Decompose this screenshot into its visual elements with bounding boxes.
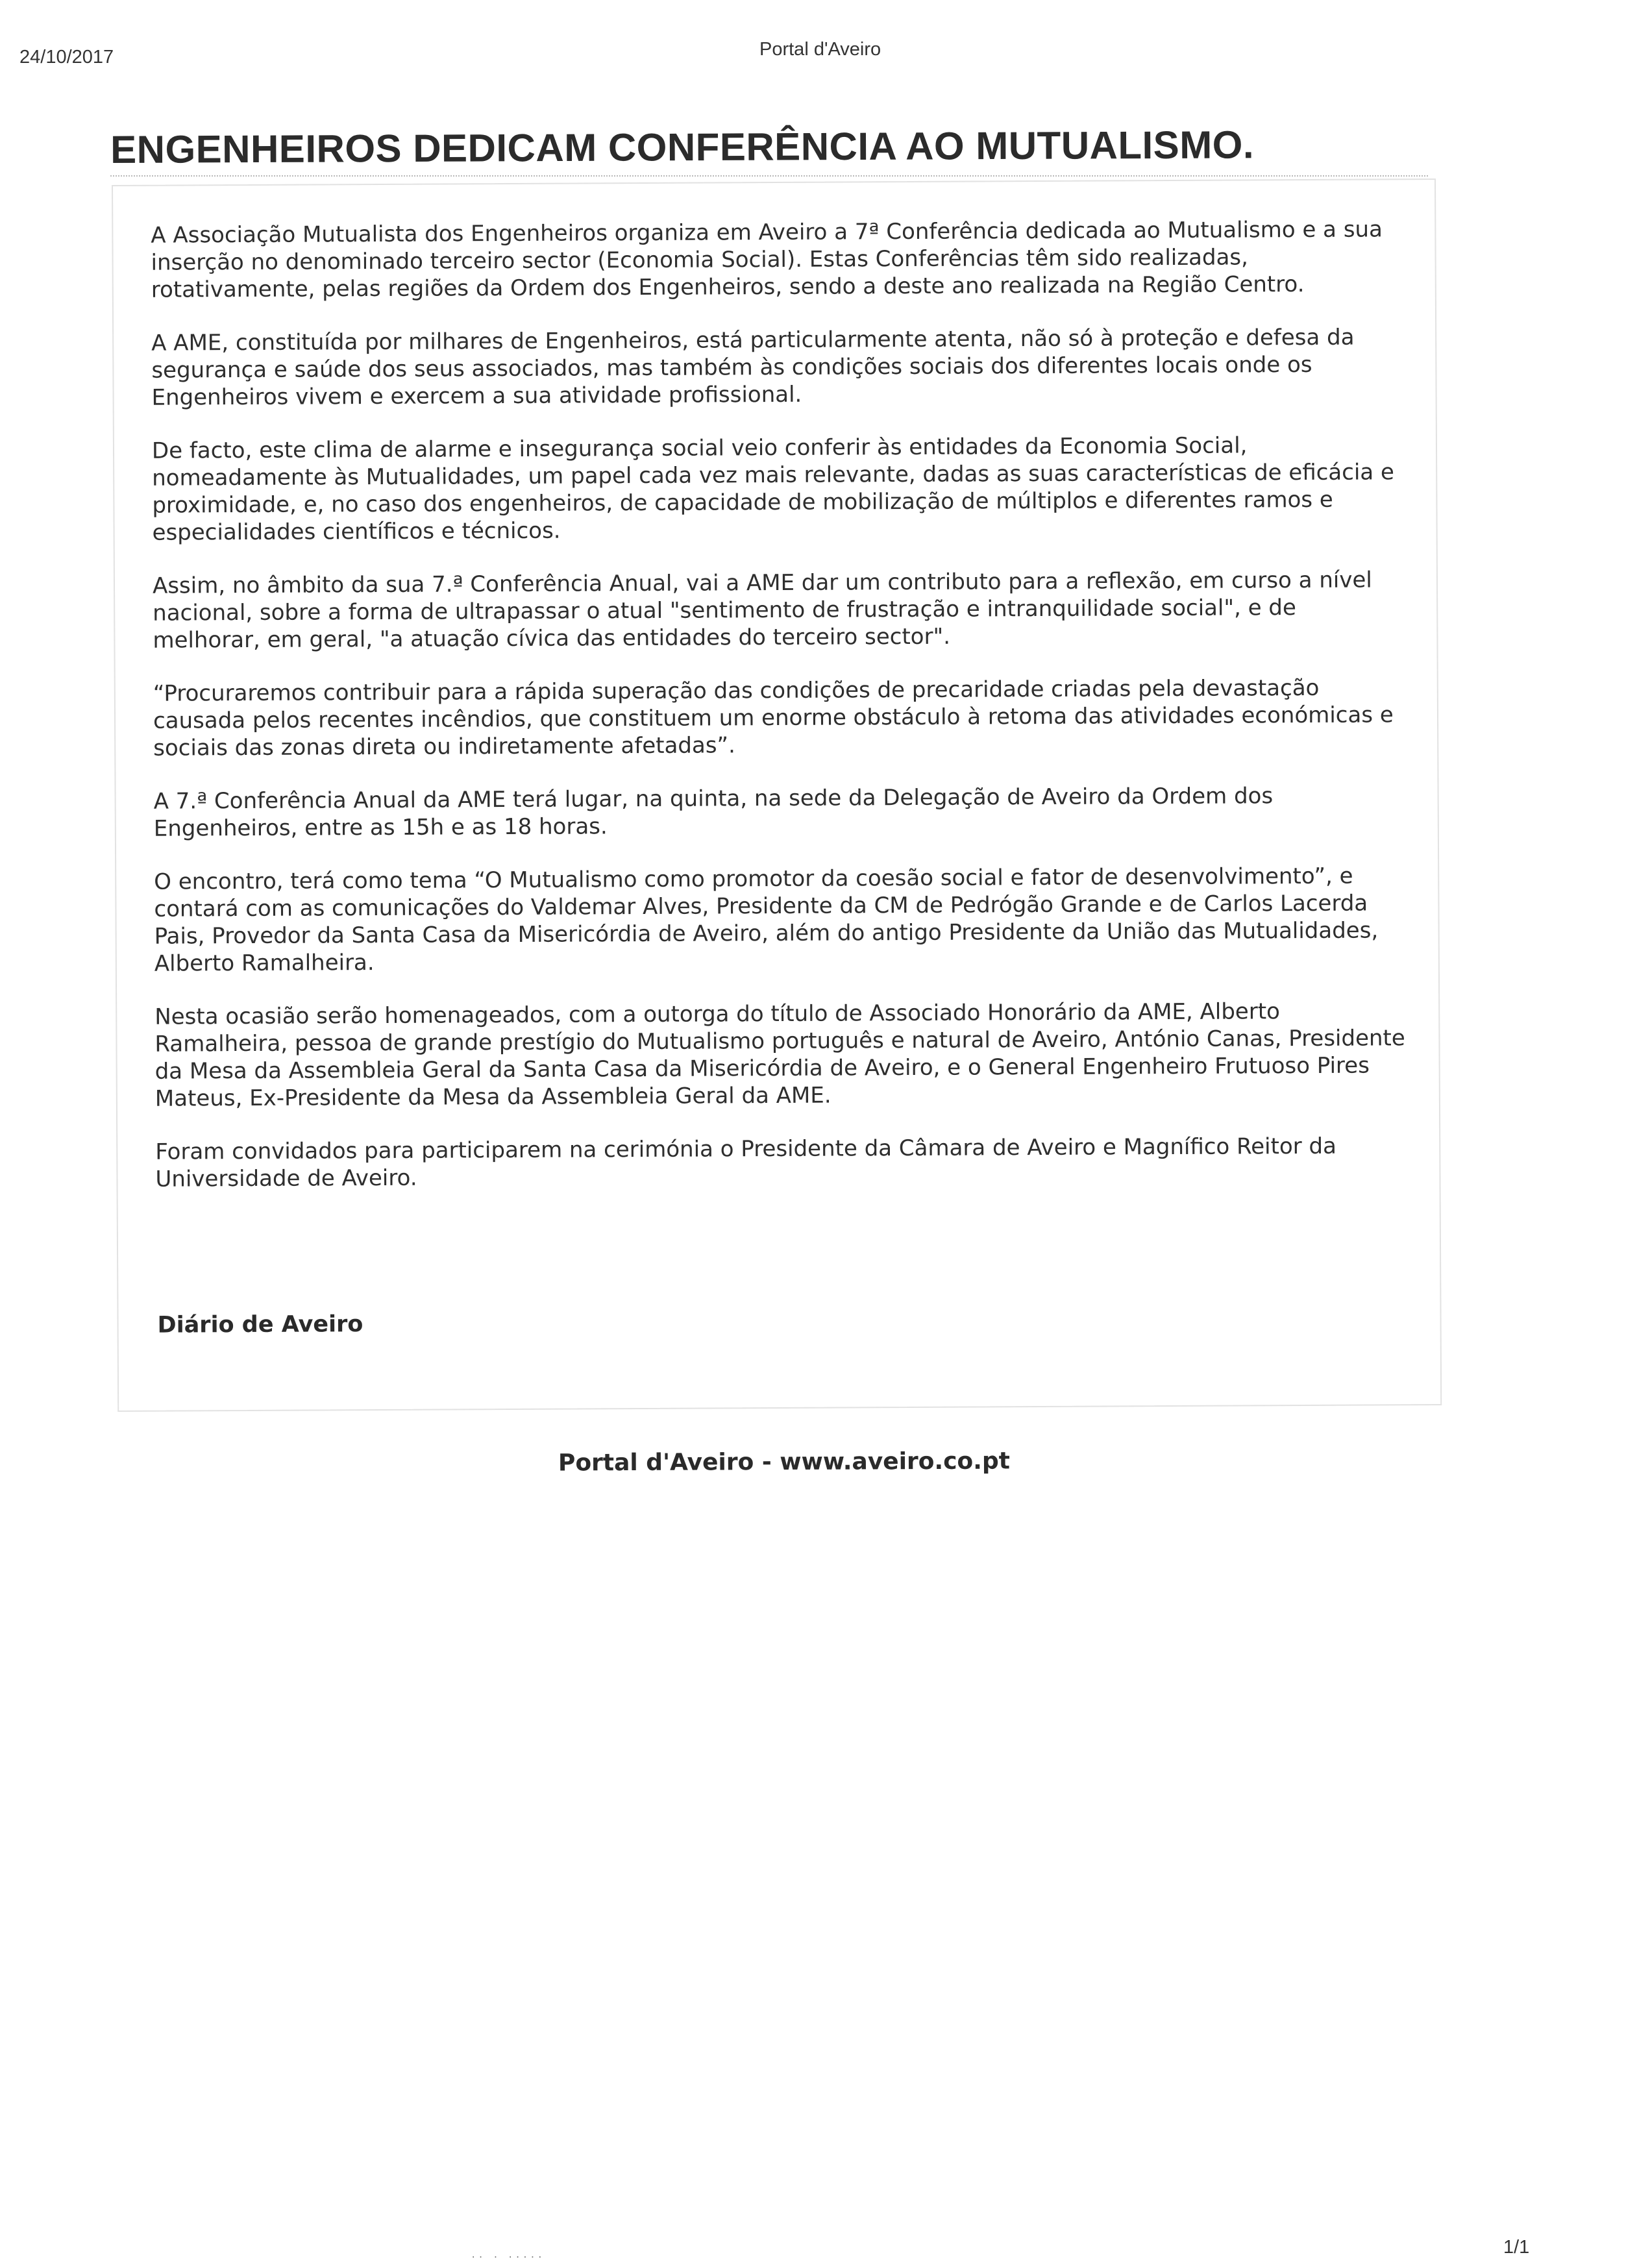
article-paragraph: Nesta ocasião serão homenageados, com a outorga do título de Associado Honorário da AME, Alberto Ramalheira, pessoa de grande prestígio do Mutualismo português e natural de Aveiro, António Canas, Presidente da Mesa da Assembleia Geral da Santa Casa da Misericórdia de Aveiro, e o General Engenheiro Frutuoso Pires Mateus, Ex-Presidente da Mesa da Assembleia Geral da AME. bbox=[154, 998, 1405, 1112]
article-paragraph: O encontro, terá como tema “O Mutualismo como promotor da coesão social e fator de desenvolvimento”, e contará com as comunicações do Valdemar Alves, Presidente da CM de Pedrógão Grande e de Carlos Lacerda Pais, Provedor da Santa Casa da Misericórdia de Aveiro, além do antigo Presidente da União das Mutualidades, Alberto Ramalheira. bbox=[154, 863, 1379, 977]
article-paragraph: Assim, no âmbito da sua 7.ª Conferência Anual, vai a AME dar um contributo para a reflexão, em curso a nível nacional, sobre a forma de ultrapassar o atual "sentimento de frustração e intranquilidade social", e de melhorar, em geral, "a atuação cívica das entidades do terceiro sector". bbox=[152, 567, 1372, 654]
print-site-name: Portal d'Aveiro bbox=[759, 39, 881, 60]
article-paragraph: “Procuraremos contribuir para a rápida superação das condições de precaridade criadas pela devastação causada pelos recentes incêndios, que constituem um enorme obstáculo à retoma das atividades económicas e sociais das zonas direta ou indiretamente afetadas”. bbox=[153, 674, 1394, 761]
article-body bbox=[151, 216, 1408, 1218]
title-divider bbox=[110, 175, 1428, 177]
article-paragraph: A AME, constituída por milhares de Engenheiros, está particularmente atenta, não só à proteção e defesa da segurança e saúde dos seus associados, mas também às condições sociais dos diferentes locais onde os Engenheiros vivem e exercem a sua atividade profissional. bbox=[151, 324, 1355, 411]
article-paragraph: Foram convidados para participarem na cerimónia o Presidente da Câmara de Aveiro e Magnífico Reitor da Universidade de Aveiro. bbox=[155, 1133, 1337, 1192]
article-title: ENGENHEIROS DEDICAM CONFERÊNCIA AO MUTUALISMO. bbox=[110, 123, 1255, 171]
article-source: Diário de Aveiro bbox=[157, 1311, 363, 1338]
article-paragraph: De facto, este clima de alarme e insegurança social veio conferir às entidades da Economia Social, nomeadamente às Mutualidades, um papel cada vez mais relevante, dadas as suas características de eficácia e proximidade, e, no caso dos engenheiros, de capacidade de mobilização de múltiplos e diferentes ramos e especialidades científicos e técnicos. bbox=[151, 432, 1395, 546]
article-paragraph: A 7.ª Conferência Anual da AME terá lugar, na quinta, na sede da Delegação de Aveiro da Ordem dos Engenheiros, entre as 15h e as 18 horas. bbox=[153, 783, 1274, 842]
scan-artifact: ·· · ····· bbox=[471, 2252, 545, 2263]
footer-site-line: Portal d'Aveiro - www.aveiro.co.pt bbox=[558, 1448, 1010, 1477]
article-paragraph: A Associação Mutualista dos Engenheiros organiza em Aveiro a 7ª Conferência dedicada ao Mutualismo e a sua inserção no denominado terceiro sector (Economia Social). Estas Conferências têm sido realizadas, rotativamente, pelas regiões da Ordem dos Engenheiros, sendo a deste ano realizada na Região Centro. bbox=[151, 216, 1383, 303]
article-box bbox=[112, 179, 1442, 1412]
print-date: 24/10/2017 bbox=[19, 47, 114, 68]
page-number: 1/1 bbox=[1503, 2237, 1530, 2258]
